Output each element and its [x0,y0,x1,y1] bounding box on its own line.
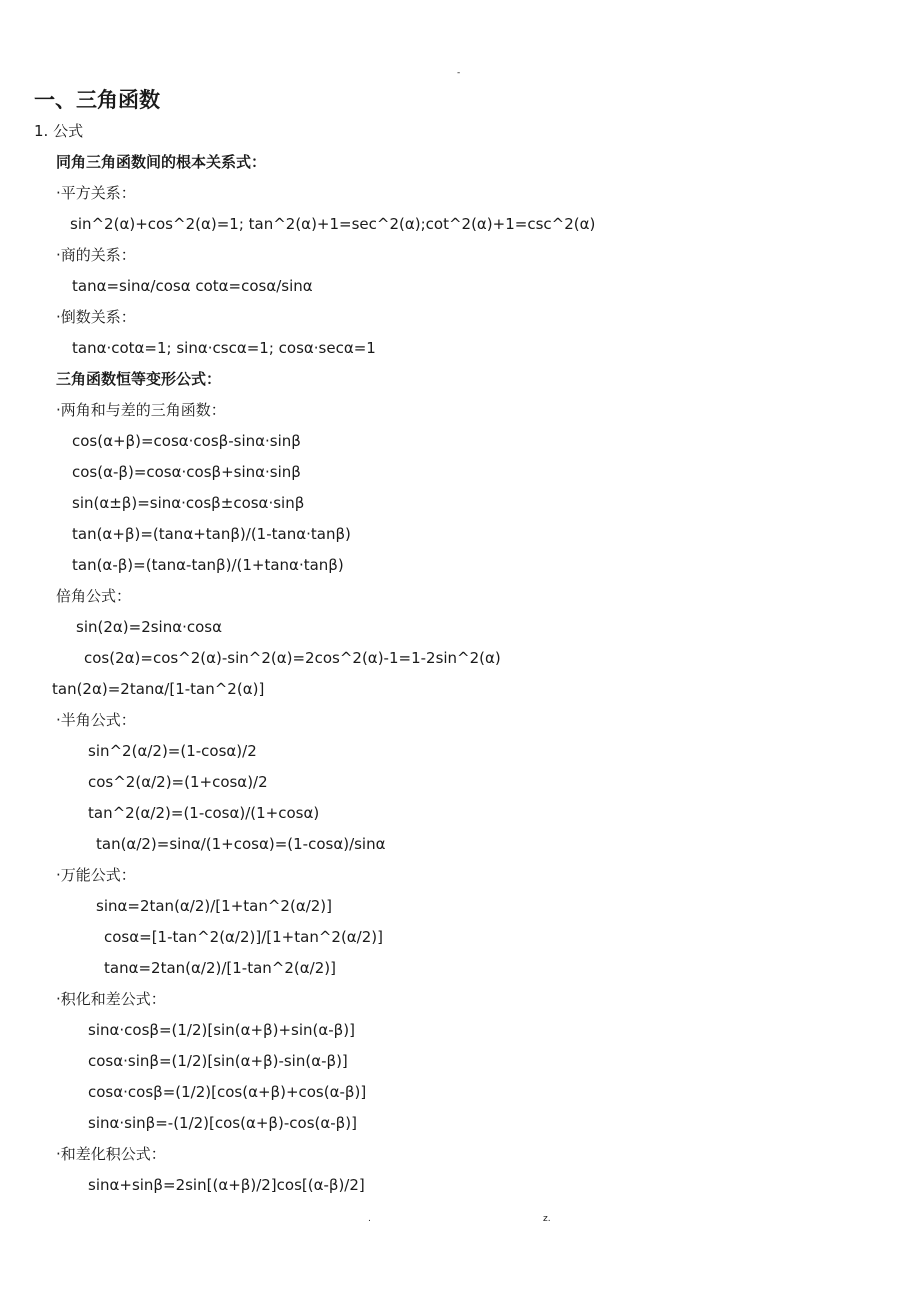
formula-line: sin^2(α/2)=(1-cosα)/2 [88,742,257,760]
label-square-relation: ·平方关系： [56,184,136,202]
label-reciprocal-relation: ·倒数关系： [56,308,136,326]
formula-line: tan(α+β)=(tanα+tanβ)/(1-tanα·tanβ) [72,525,351,543]
page-title: 一、三角函数 [34,88,160,112]
formula-line: sin^2(α)+cos^2(α)=1; tan^2(α)+1=sec^2(α);cot^2(α)+1=csc^2(α) [70,215,596,233]
formula-line: sin(α±β)=sinα·cosβ±cosα·sinβ [72,494,305,512]
formula-line: tan(α-β)=(tanα-tanβ)/(1+tanα·tanβ) [72,556,344,574]
formula-line: tan(2α)=2tanα/[1-tan^2(α)] [52,680,265,698]
formula-line: sinα+sinβ=2sin[(α+β)/2]cos[(α-β)/2] [88,1176,365,1194]
label-quotient-relation: ·商的关系： [56,246,136,264]
formula-line: cos(2α)=cos^2(α)-sin^2(α)=2cos^2(α)-1=1-2sin^2(α) [84,649,501,667]
formula-line: sinα=2tan(α/2)/[1+tan^2(α/2)] [96,897,333,915]
formula-line: cos(α-β)=cosα·cosβ+sinα·sinβ [72,463,301,481]
label-double-angle: 倍角公式： [56,587,132,605]
footer-right-mark: z. [543,1214,551,1224]
subheading-identities: 三角函数恒等变形公式： [56,370,222,388]
formula-line: sin(2α)=2sinα·cosα [76,618,223,636]
formula-line: tan^2(α/2)=(1-cosα)/(1+cosα) [88,804,320,822]
label-product-to-sum: ·积化和差公式： [56,990,166,1008]
formula-line: cos^2(α/2)=(1+cosα)/2 [88,773,268,791]
section-heading: 1. 公式 [34,122,84,140]
label-sum-difference: ·两角和与差的三角函数： [56,401,226,419]
subheading-basic-relations: 同角三角函数间的根本关系式： [56,153,267,171]
formula-line: cos(α+β)=cosα·cosβ-sinα·sinβ [72,432,301,450]
formula-line: tanα=2tan(α/2)/[1-tan^2(α/2)] [104,959,336,977]
formula-line: sinα·sinβ=-(1/2)[cos(α+β)-cos(α-β)] [88,1114,357,1132]
formula-line: cosα=[1-tan^2(α/2)]/[1+tan^2(α/2)] [104,928,383,946]
header-mark: - [457,68,461,78]
formula-line: tanα=sinα/cosα cotα=cosα/sinα [72,277,313,295]
label-half-angle: ·半角公式： [56,711,136,729]
formula-line: tan(α/2)=sinα/(1+cosα)=(1-cosα)/sinα [96,835,386,853]
footer-left-mark: . [368,1214,371,1224]
formula-line: cosα·sinβ=(1/2)[sin(α+β)-sin(α-β)] [88,1052,348,1070]
label-universal: ·万能公式： [56,866,136,884]
formula-line: tanα·cotα=1; sinα·cscα=1; cosα·secα=1 [72,339,376,357]
formula-line: sinα·cosβ=(1/2)[sin(α+β)+sin(α-β)] [88,1021,355,1039]
label-sum-to-product: ·和差化积公式： [56,1145,166,1163]
formula-line: cosα·cosβ=(1/2)[cos(α+β)+cos(α-β)] [88,1083,367,1101]
